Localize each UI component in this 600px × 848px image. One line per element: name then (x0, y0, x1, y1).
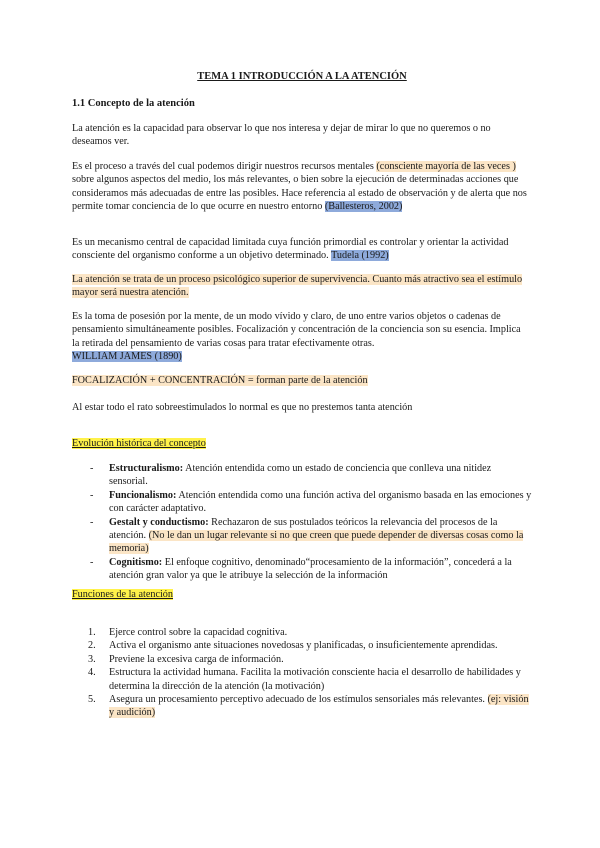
paragraph-supervivencia: La atención se trata de un proceso psicológico superior de supervivencia. Cuanto más atractivo sea el estímulo mayor será nuestra atención. (72, 274, 523, 299)
highlight-consciente: (consciente mayoría de las veces ) (376, 161, 516, 172)
paragraph-ballesteros: Es el proceso a través del cual podemos dirigir nuestros recursos mentales (consciente mayoría de las veces ) sobre algunos aspectos del medio, los más relevantes, o bien sobre la ejecución de determinadas acciones que consideramos más adecuadas de entre las posibles. Hace referencia al estado de observación y de alerta que nos permite tomar conciencia de lo que ocurre en nuestro entorno (Ballesteros, 2002) (72, 161, 527, 213)
citation-tudela: Tudela (1992) (331, 250, 389, 262)
paragraph-focalizacion: FOCALIZACIÓN + CONCENTRACIÓN = forman parte de la atención (72, 375, 368, 386)
section-heading-concepto: 1.1 Concepto de la atención (72, 98, 195, 109)
list-item: 1. Ejerce control sobre la capacidad cognitiva. (88, 627, 288, 638)
evolucion-list (72, 462, 532, 583)
citation-ballesteros: (Ballesteros, 2002) (324, 201, 403, 213)
document-title: TEMA 1 INTRODUCCIÓN A LA ATENCIÓN (197, 71, 407, 82)
list-item: - Cognitismo: El enfoque cognitivo, denominado“procesamiento de la información”, concederá a la atención gran valor ya que le atribuye la selección de la información (90, 556, 512, 582)
paragraph-james: Es la toma de posesión por la mente, de un modo vívido y claro, de uno entre varios objetos o cadenas de pensamiento simultáneamente posibles. Focalización y concentración de la conciencia son su esencia. Implica la retirada del pensamiento de varias cosas para tratar efectivamente otras. WILLIAM JAMES (1890) (72, 311, 521, 363)
list-item: - Estructuralismo: Atención entendida como un estado de conciencia que conlleva una nitidez sensorial. (90, 463, 492, 488)
funciones-list (72, 626, 532, 720)
list-item: 2. Activa el organismo ante situaciones novedosas y planificadas, o insuficientemente aprendidas. (88, 640, 498, 652)
list-item: 5. Asegura un procesamiento perceptivo adecuado de los estímulos sensoriales más relevantes. (ej: visión y audición) (88, 694, 529, 719)
paragraph-tudela: Es un mecanismo central de capacidad limitada cuya función primordial es controlar y orientar la actividad consciente del organismo conforme a un objetivo determinado. Tudela (1992) (72, 237, 509, 262)
section-heading-funciones: Funciones de la atención (72, 589, 173, 600)
citation-william-james: WILLIAM JAMES (1890) (72, 351, 182, 363)
list-item: 4. Estructura la actividad humana. Facilita la motivación consciente hacia el desarrollo de habilidades y determina la dirección de la atención (la motivación) (88, 667, 521, 692)
section-heading-evolucion: Evolución histórica del concepto (72, 438, 206, 449)
list-item: - Funcionalismo: Atención entendida como una función activa del organismo basada en las emociones y con carácter adaptativo. (90, 489, 532, 515)
list-item: 3. Previene la excesiva carga de información. (88, 653, 284, 665)
list-item: - Gestalt y conductismo: Rechazaron de sus postulados teóricos la relevancia del procesos de la atención. (No le dan un lugar relevante si no que creen que puede depender de diversas cosas como la memoria) (90, 516, 524, 555)
paragraph-definition: La atención es la capacidad para observar lo que nos interesa y dejar de mirar lo que no queremos o no deseamos ver. (72, 123, 491, 148)
paragraph-sobreestimulados: Al estar todo el rato sobreestimulados lo normal es que no prestemos tanta atención (72, 402, 413, 413)
